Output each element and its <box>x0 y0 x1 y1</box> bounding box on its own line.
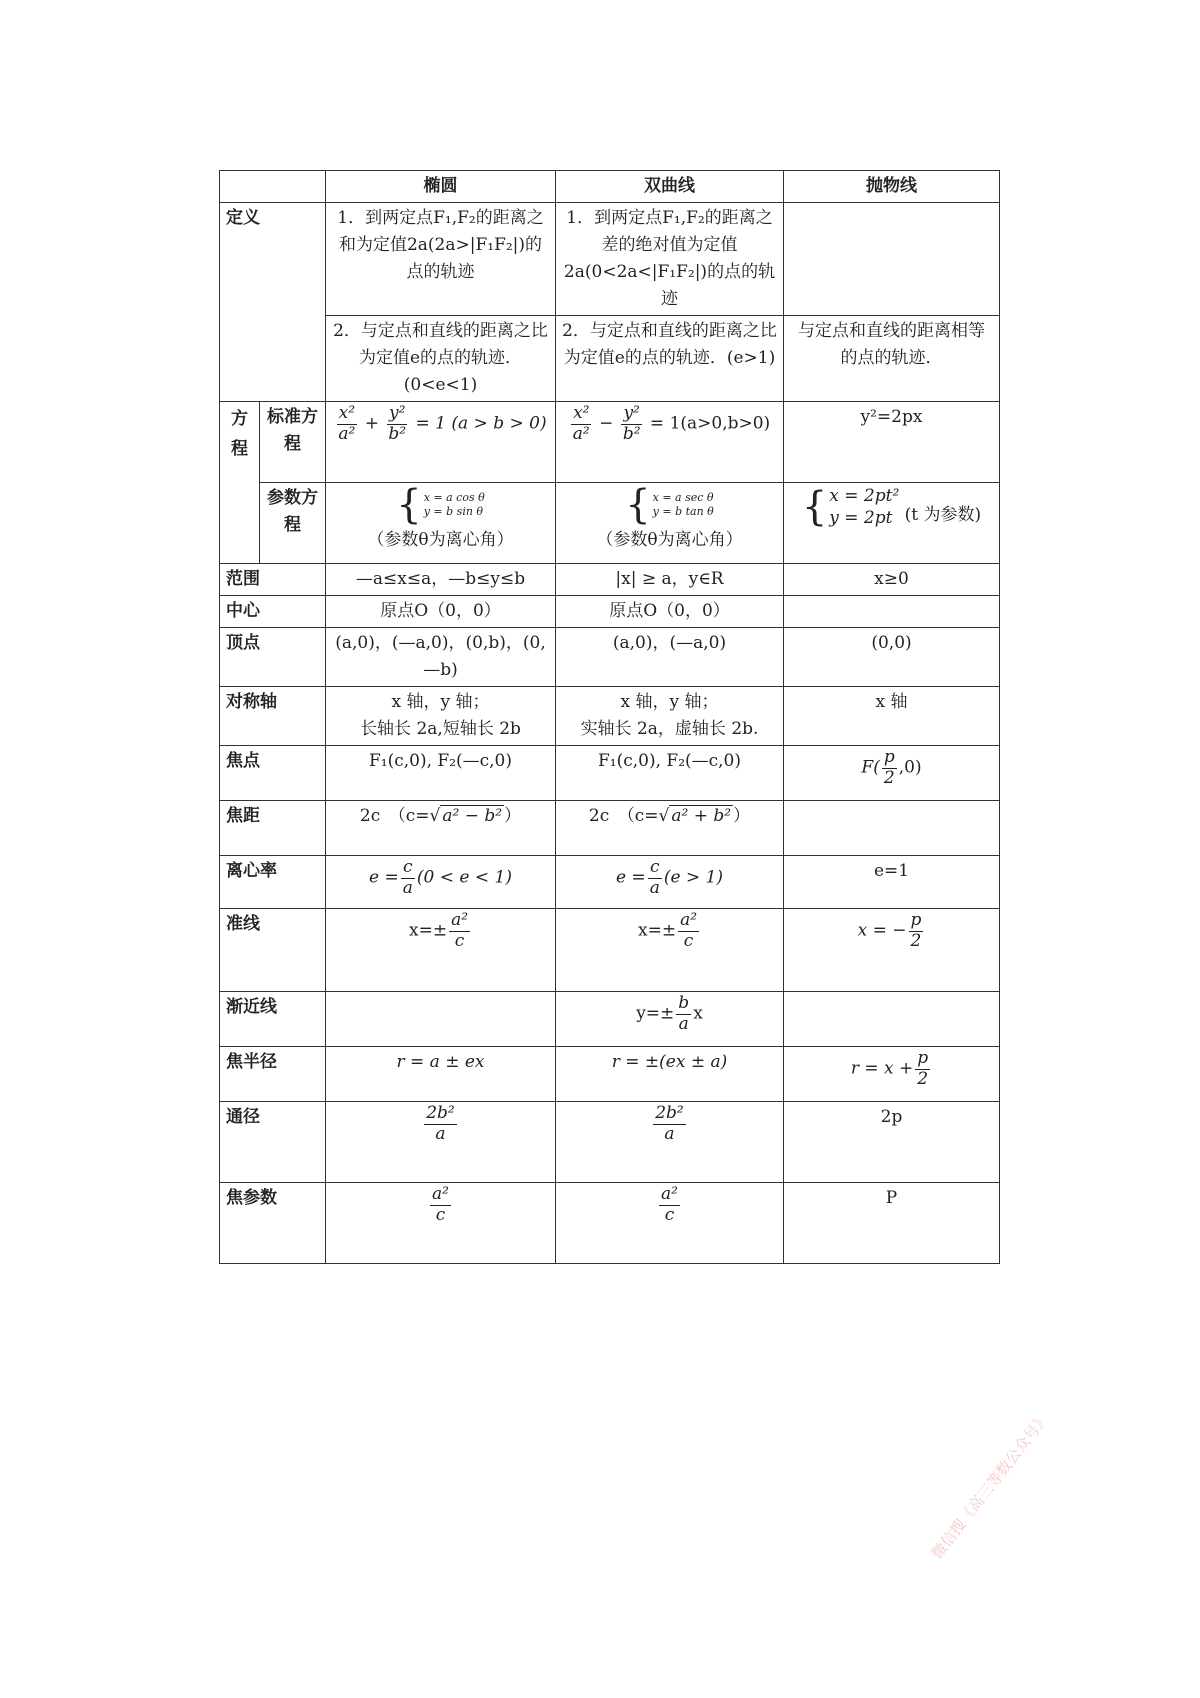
numerator: p <box>910 910 922 930</box>
axis-row <box>220 687 1000 746</box>
eccentricity-parabola: e=1 <box>784 856 1000 909</box>
ecc-post: (e > 1) <box>663 867 724 888</box>
range-parabola: x≥0 <box>784 564 1000 596</box>
fraction <box>430 1185 451 1225</box>
focal-distance-post: ） <box>733 806 751 826</box>
latus-rectum-hyperbola <box>556 1102 784 1183</box>
denominator: b² <box>388 423 407 444</box>
sqrt-radicand: a² + b² <box>671 806 732 826</box>
header-parabola: 抛物线 <box>784 171 1000 203</box>
left-brace-icon: { <box>396 482 422 528</box>
fraction <box>909 911 924 951</box>
numerator: p <box>917 1048 929 1068</box>
standard-equation-label: 标准方程 <box>260 402 326 483</box>
directrix-pre: x=± <box>637 920 677 941</box>
parabola-standard-equation: y²=2px <box>784 402 1000 483</box>
param-line-2: y = b tan θ <box>652 505 714 518</box>
denominator: c <box>664 1204 675 1225</box>
conic-sections-table <box>219 170 1000 1264</box>
focus-label: 焦点 <box>220 746 326 801</box>
hyperbola-parametric-equation <box>556 483 784 564</box>
focus-ellipse: F₁(c,0), F₂(—c,0) <box>326 746 556 801</box>
definition-row-1 <box>220 203 1000 316</box>
focal-param-label: 焦参数 <box>220 1183 326 1264</box>
numerator: a² <box>451 910 469 930</box>
directrix-parabola <box>784 909 1000 992</box>
definition-hyperbola-1: 1．到两定点F₁,F₂的距离之差的绝对值为定值2a(0<2a<|F₁F₂|)的点的轨迹 <box>556 203 784 316</box>
range-label: 范围 <box>220 564 326 596</box>
equation-label: 方程 <box>220 402 260 564</box>
denominator: a <box>435 1123 446 1144</box>
focal-radius-ellipse: r = a ± ex <box>326 1047 556 1102</box>
axis-hyperbola-line-1: x 轴，y 轴； <box>620 692 719 712</box>
focal-distance-ellipse: 2c （c=√ a² − b² ） <box>326 801 556 856</box>
left-brace-icon: { <box>625 482 651 528</box>
focus-row <box>220 746 1000 801</box>
vertex-hyperbola: (a,0)，(—a,0) <box>556 628 784 687</box>
asymptote-label: 渐近线 <box>220 992 326 1047</box>
definition-ellipse-2: 2．与定点和直线的距离之比为定值e的点的轨迹．(0<e<1) <box>326 316 556 402</box>
watermark: 微信搜《高三等数公众号》 <box>927 1409 1053 1563</box>
focal-radius-pre: r = x + <box>850 1058 914 1079</box>
fraction <box>659 1185 680 1225</box>
denominator: c <box>435 1204 446 1225</box>
fraction <box>621 404 643 444</box>
directrix-hyperbola <box>556 909 784 992</box>
numerator: 2b² <box>655 1103 684 1123</box>
standard-equation-row <box>220 402 1000 483</box>
directrix-pre: x = − <box>857 920 907 941</box>
vertex-label: 顶点 <box>220 628 326 687</box>
vertex-parabola: (0,0) <box>784 628 1000 687</box>
center-label: 中心 <box>220 596 326 628</box>
latus-rectum-row <box>220 1102 1000 1183</box>
focal-radius-row <box>220 1047 1000 1102</box>
focal-param-row <box>220 1183 1000 1264</box>
focal-distance-pre: 2c （c= <box>359 806 430 826</box>
fraction <box>449 911 470 951</box>
range-hyperbola: |x| ≥ a，y∈R <box>556 564 784 596</box>
axis-ellipse-line-1: x 轴，y 轴； <box>391 692 490 712</box>
focal-param-ellipse <box>326 1183 556 1264</box>
focal-distance-row <box>220 801 1000 856</box>
eccentricity-label: 离心率 <box>220 856 326 909</box>
fraction <box>882 748 897 788</box>
focal-param-hyperbola <box>556 1183 784 1264</box>
equation-rhs: = 1 (a > b > 0) <box>415 413 547 434</box>
directrix-label: 准线 <box>220 909 326 992</box>
focal-distance-label: 焦距 <box>220 801 326 856</box>
denominator: c <box>454 930 465 951</box>
param-line-1: x = 2pt² <box>829 486 900 506</box>
ecc-pre: e = <box>615 867 646 888</box>
axis-hyperbola <box>556 687 784 746</box>
header-ellipse: 椭圆 <box>326 171 556 203</box>
vertex-row <box>220 628 1000 687</box>
latus-rectum-ellipse <box>326 1102 556 1183</box>
denominator: c <box>683 930 694 951</box>
numerator: a² <box>661 1184 678 1204</box>
asymptote-post: x <box>693 1003 703 1024</box>
fraction <box>676 994 691 1034</box>
definition-ellipse-1: 1．到两定点F₁,F₂的距离之和为定值2a(2a>|F₁F₂|)的点的轨迹 <box>326 203 556 316</box>
directrix-row <box>220 909 1000 992</box>
denominator: a <box>664 1123 675 1144</box>
asymptote-hyperbola <box>556 992 784 1047</box>
fraction <box>401 858 415 898</box>
brace-system <box>625 482 714 528</box>
denominator: 2 <box>910 930 922 951</box>
center-hyperbola: 原点O（0，0） <box>556 596 784 628</box>
center-row <box>220 596 1000 628</box>
focal-param-parabola: P <box>784 1183 1000 1264</box>
numerator: y² <box>623 403 640 423</box>
operator: + <box>364 413 379 434</box>
numerator: a² <box>680 910 698 930</box>
range-ellipse: —a≤x≤a，—b≤y≤b <box>326 564 556 596</box>
center-ellipse: 原点O（0，0） <box>326 596 556 628</box>
focal-distance-parabola <box>784 801 1000 856</box>
brace-system <box>802 485 899 529</box>
ellipse-parametric-equation <box>326 483 556 564</box>
numerator: x² <box>338 403 356 423</box>
focus-parabola <box>784 746 1000 801</box>
ellipse-standard-equation <box>326 402 556 483</box>
eccentricity-hyperbola <box>556 856 784 909</box>
definition-parabola-1 <box>784 203 1000 316</box>
numerator: 2b² <box>426 1103 455 1123</box>
asymptote-row <box>220 992 1000 1047</box>
focal-distance-post: ） <box>504 806 522 826</box>
fraction <box>571 404 592 444</box>
denominator: b² <box>622 423 641 444</box>
numerator: p <box>883 747 895 767</box>
parametric-equation-row <box>220 483 1000 564</box>
equation-rhs: = 1(a>0,b>0) <box>649 413 771 434</box>
hyperbola-standard-equation <box>556 402 784 483</box>
fraction <box>336 404 357 444</box>
center-parabola <box>784 596 1000 628</box>
definition-hyperbola-2: 2．与定点和直线的距离之比为定值e的点的轨迹．(e>1) <box>556 316 784 402</box>
focal-distance-pre: 2c （c= <box>588 806 659 826</box>
denominator: a <box>678 1013 689 1034</box>
operator: − <box>599 413 614 434</box>
directrix-ellipse <box>326 909 556 992</box>
latus-rectum-label: 通径 <box>220 1102 326 1183</box>
focus-hyperbola: F₁(c,0), F₂(—c,0) <box>556 746 784 801</box>
fraction <box>648 858 662 898</box>
fraction <box>678 911 699 951</box>
axis-parabola: x 轴 <box>784 687 1000 746</box>
param-note: （参数θ为离心角） <box>596 530 743 550</box>
param-note: (t 为参数) <box>904 505 982 525</box>
left-brace-icon: { <box>801 484 828 530</box>
parabola-parametric-equation <box>784 483 1000 564</box>
brace-system <box>396 482 485 528</box>
fraction <box>424 1104 457 1144</box>
numerator: a² <box>432 1184 449 1204</box>
asymptote-pre: y=± <box>636 1003 675 1024</box>
ecc-pre: e = <box>369 867 399 888</box>
eccentricity-row <box>220 856 1000 909</box>
focus-prefix: F( <box>861 757 880 778</box>
asymptote-ellipse <box>326 992 556 1047</box>
fraction <box>653 1104 686 1144</box>
param-line-1: x = a sec θ <box>652 491 714 504</box>
param-note: （参数θ为离心角） <box>367 530 514 550</box>
directrix-pre: x=± <box>408 920 448 941</box>
focal-radius-label: 焦半径 <box>220 1047 326 1102</box>
numerator: b <box>678 993 690 1013</box>
numerator: y² <box>389 403 406 423</box>
param-line-1: x = a cos θ <box>423 491 485 504</box>
eccentricity-ellipse <box>326 856 556 909</box>
header-hyperbola: 双曲线 <box>556 171 784 203</box>
definition-row-2 <box>220 316 1000 402</box>
numerator: x² <box>573 403 590 423</box>
denominator: a <box>402 877 413 898</box>
definition-label: 定义 <box>220 203 326 402</box>
vertex-ellipse: (a,0)，(—a,0)，(0,b)，(0,—b) <box>326 628 556 687</box>
fraction <box>386 404 408 444</box>
param-line-2: y = 2pt <box>829 508 893 528</box>
sqrt-radicand: a² − b² <box>442 806 503 826</box>
header-corner <box>220 171 326 203</box>
ecc-post: (0 < e < 1) <box>416 867 512 888</box>
param-line-2: y = b sin θ <box>423 505 484 518</box>
definition-parabola-2: 与定点和直线的距离相等的点的轨迹． <box>784 316 1000 402</box>
axis-ellipse <box>326 687 556 746</box>
numerator: c <box>403 857 413 877</box>
numerator: c <box>649 857 660 877</box>
denominator: a² <box>338 423 356 444</box>
axis-label: 对称轴 <box>220 687 326 746</box>
fraction <box>915 1049 930 1089</box>
latus-rectum-parabola: 2p <box>784 1102 1000 1183</box>
focal-radius-parabola <box>784 1047 1000 1102</box>
axis-hyperbola-line-2: 实轴长 2a，虚轴长 2b. <box>580 719 759 739</box>
denominator: a² <box>572 423 590 444</box>
asymptote-parabola <box>784 992 1000 1047</box>
header-row <box>220 171 1000 203</box>
axis-ellipse-line-2: 长轴长 2a,短轴长 2b <box>360 719 521 739</box>
denominator: a <box>649 877 660 898</box>
focus-suffix: ,0) <box>898 757 922 778</box>
focal-distance-hyperbola: 2c （c=√ a² + b² ） <box>556 801 784 856</box>
focal-radius-hyperbola: r = ±(ex ± a) <box>556 1047 784 1102</box>
denominator: 2 <box>883 767 895 788</box>
range-row <box>220 564 1000 596</box>
parametric-equation-label: 参数方程 <box>260 483 326 564</box>
denominator: 2 <box>917 1068 929 1089</box>
